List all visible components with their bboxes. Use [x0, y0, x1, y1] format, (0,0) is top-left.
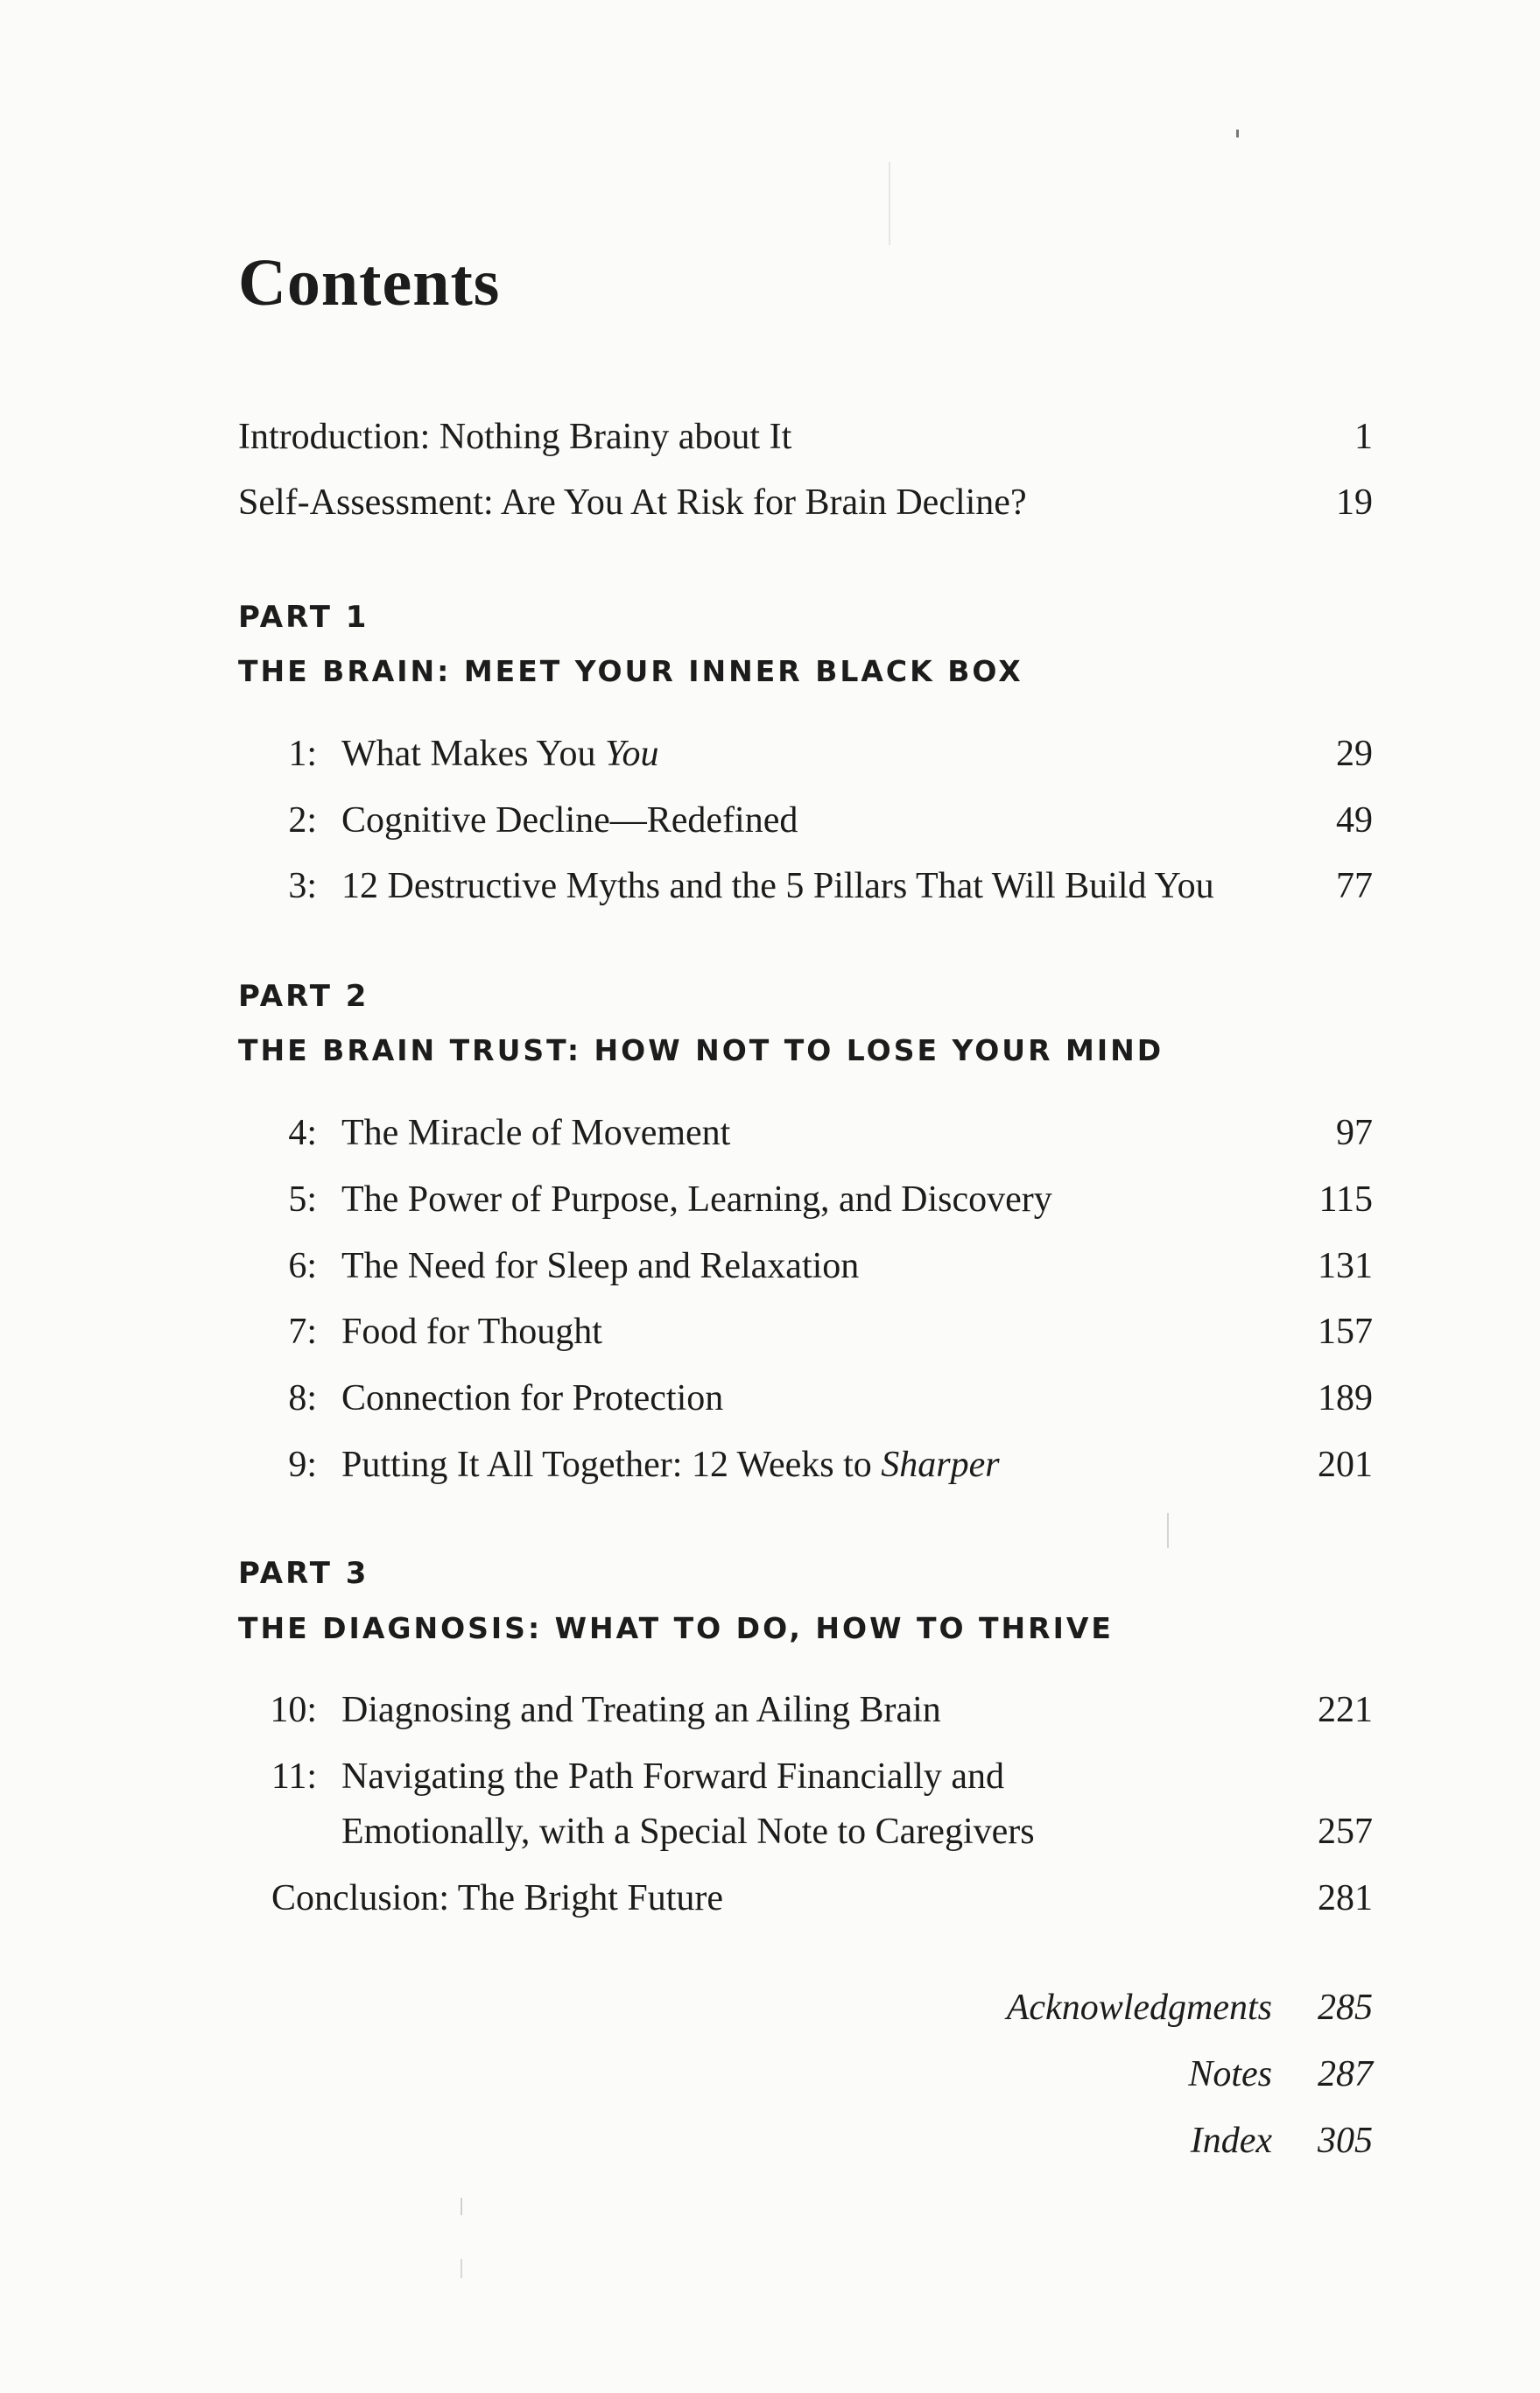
chapter-number: 9:: [288, 1445, 317, 1485]
entry-page: 287: [1318, 2054, 1373, 2094]
part-1-title: THE BRAIN: MEET YOUR INNER BLACK BOX: [238, 654, 1023, 688]
chapter-title: The Miracle of Movement: [341, 1113, 731, 1153]
scan-mark: [1167, 1513, 1169, 1548]
entry-page: 29: [1336, 734, 1373, 774]
chapter-title: Connection for Protection: [341, 1378, 724, 1418]
entry-title: Self-Assessment: Are You At Risk for Brain Decline?: [238, 482, 1027, 523]
entry-page: 115: [1318, 1179, 1373, 1220]
entry-page: 201: [1318, 1445, 1373, 1485]
scan-mark: [889, 162, 890, 245]
entry-page: 97: [1336, 1113, 1373, 1153]
chapter-title: What Makes You You: [341, 734, 659, 774]
chapter-title: The Power of Purpose, Learning, and Discovery: [341, 1179, 1052, 1220]
entry-page: 257: [1318, 1812, 1373, 1852]
chapter-number: 11:: [271, 1756, 317, 1797]
chapter-number: 6:: [288, 1246, 317, 1286]
chapter-title-continued: Emotionally, with a Special Note to Caregivers: [341, 1812, 1035, 1852]
entry-page: 19: [1336, 482, 1373, 523]
part-2-title: THE BRAIN TRUST: HOW NOT TO LOSE YOUR MIND: [238, 1033, 1164, 1067]
chapter-title: The Need for Sleep and Relaxation: [341, 1246, 860, 1286]
scan-speck: [1236, 130, 1239, 137]
entry-title: Notes: [1188, 2054, 1272, 2094]
page-title: Contents: [238, 246, 501, 320]
chapter-number: 5:: [288, 1179, 317, 1220]
chapter-number: 10:: [270, 1690, 317, 1730]
entry-title: Introduction: Nothing Brainy about It: [238, 417, 792, 457]
part-2-label: PART 2: [238, 979, 369, 1014]
entry-page: 285: [1318, 1988, 1373, 2028]
entry-page: 49: [1336, 800, 1373, 841]
chapter-number: 2:: [288, 800, 317, 841]
chapter-number: 4:: [288, 1113, 317, 1153]
part-3-title: THE DIAGNOSIS: WHAT TO DO, HOW TO THRIVE: [238, 1611, 1114, 1645]
entry-page: 221: [1318, 1690, 1373, 1730]
entry-page: 281: [1318, 1878, 1373, 1918]
chapter-title: Putting It All Together: 12 Weeks to Sharper: [341, 1445, 1000, 1485]
chapter-number: 1:: [288, 734, 317, 774]
entry-page: 77: [1336, 866, 1373, 906]
scan-mark: [461, 2259, 462, 2278]
entry-page: 157: [1318, 1312, 1373, 1352]
entry-title: Index: [1190, 2121, 1272, 2161]
entry-title: Acknowledgments: [1006, 1988, 1272, 2028]
entry-page: 131: [1318, 1246, 1373, 1286]
chapter-number: 3:: [288, 866, 317, 906]
entry-page: 189: [1318, 1378, 1373, 1418]
entry-page: 305: [1318, 2121, 1373, 2161]
part-3-label: PART 3: [238, 1556, 369, 1591]
chapter-number: 8:: [288, 1378, 317, 1418]
chapter-title: Diagnosing and Treating an Ailing Brain: [341, 1690, 941, 1730]
chapter-number: 7:: [288, 1312, 317, 1352]
chapter-title: 12 Destructive Myths and the 5 Pillars That Will Build You: [341, 866, 1214, 906]
entry-page: 1: [1354, 417, 1373, 457]
chapter-title: Cognitive Decline—Redefined: [341, 800, 798, 841]
chapter-title: Food for Thought: [341, 1312, 602, 1352]
scan-mark: [461, 2198, 462, 2215]
part-1-label: PART 1: [238, 600, 369, 635]
chapter-title: Navigating the Path Forward Financially and: [341, 1756, 1005, 1797]
entry-title: Conclusion: The Bright Future: [271, 1878, 724, 1918]
